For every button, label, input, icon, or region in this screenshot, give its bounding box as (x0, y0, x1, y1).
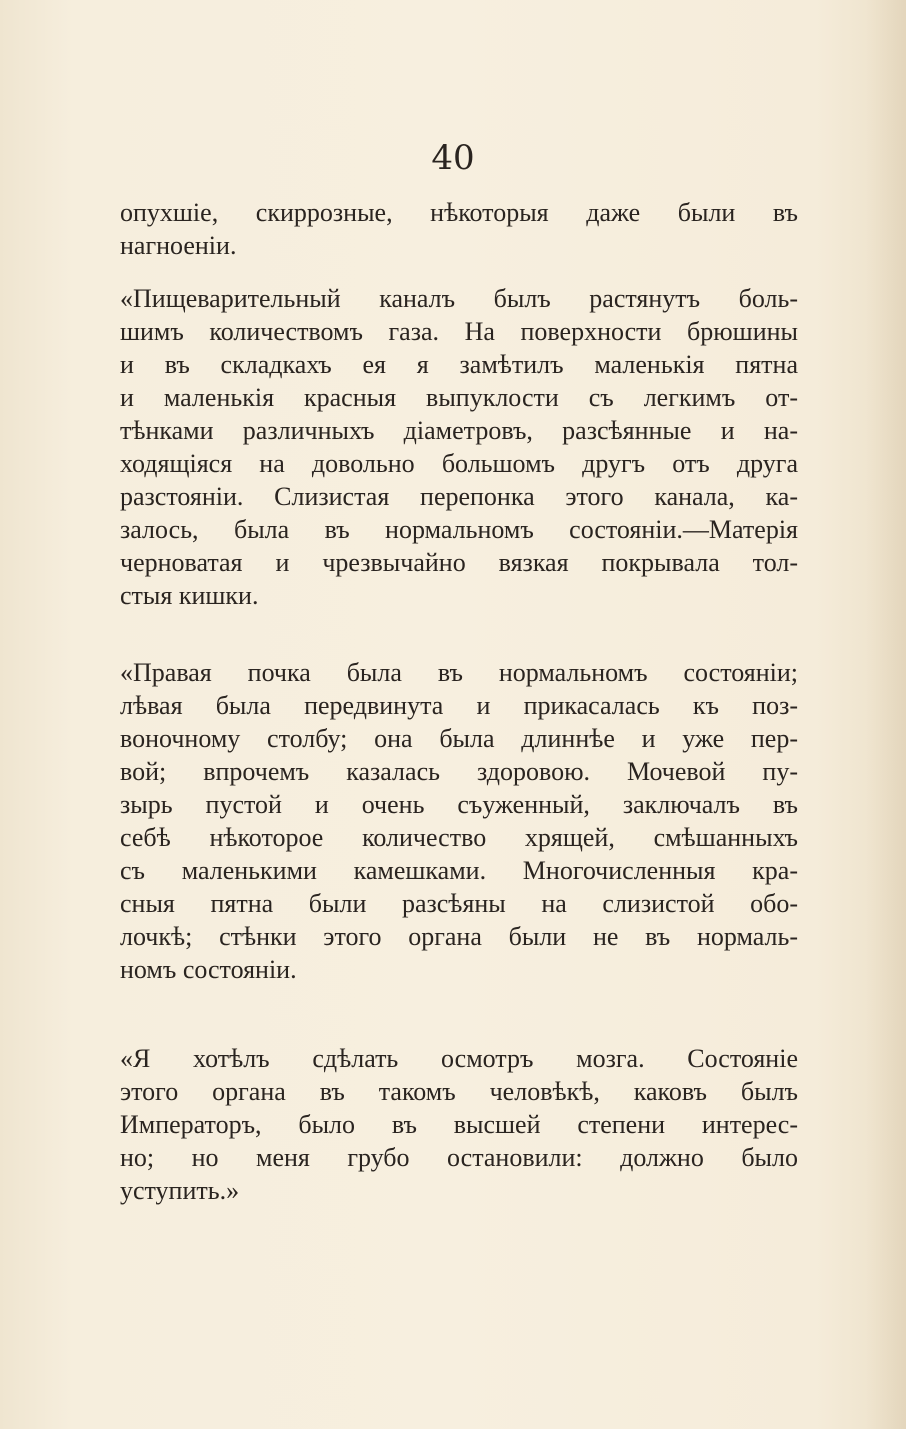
text-line: «Пищеварительный каналъ былъ растянутъ боль- (120, 284, 798, 313)
paragraph-3 (120, 656, 798, 986)
text-line: «Правая почка была въ нормальномъ состояніи; (120, 658, 798, 687)
text-line: уступить.» (120, 1176, 240, 1205)
text-line: Императоръ, было въ высшей степени интерес- (120, 1110, 798, 1139)
text-line: лочкѣ; стѣнки этого органа были не въ нормаль- (120, 922, 798, 951)
text-line: и въ складкахъ ея я замѣтилъ маленькія пятна (120, 350, 798, 379)
text-line: вой; впрочемъ казалась здоровою. Мочевой пу- (120, 757, 798, 786)
page-number: 40 (431, 138, 475, 178)
text-line: сныя пятна были разсѣяны на слизистой обо- (120, 889, 798, 918)
text-line: «Я хотѣлъ сдѣлать осмотръ мозга. Состояніе (120, 1044, 798, 1073)
text-line: этого органа въ такомъ человѣкѣ, каковъ былъ (120, 1077, 798, 1106)
text-line: ходящіяся на довольно большомъ другъ отъ друга (120, 449, 798, 478)
text-line: себѣ нѣкоторое количество хрящей, смѣшанныхъ (120, 823, 798, 852)
text-line: тѣнками различныхъ діаметровъ, разсѣянные и на- (120, 416, 798, 445)
text-line: залось, была въ нормальномъ состояніи.—Матерія (120, 515, 798, 544)
text-line: но; но меня грубо остановили: должно было (120, 1143, 798, 1172)
paragraph-2 (120, 282, 798, 612)
text-line: черноватая и чрезвычайно вязкая покрывала тол- (120, 548, 798, 577)
text-line: стыя кишки. (120, 581, 259, 610)
text-line: и маленькія красныя выпуклости съ легкимъ от- (120, 383, 798, 412)
text-line: разстояніи. Слизистая перепонка этого канала, ка- (120, 482, 798, 511)
text-line: шимъ количествомъ газа. На поверхности брюшины (120, 317, 798, 346)
paragraph-1 (120, 196, 798, 262)
text-line: съ маленькими камешками. Многочисленныя кра- (120, 856, 798, 885)
text-line: номъ состояніи. (120, 955, 297, 984)
text-line: лѣвая была передвинута и прикасалась къ поз- (120, 691, 798, 720)
text-line: опухшіе, скиррозные, нѣкоторыя даже были въ (120, 198, 798, 227)
paragraph-4 (120, 1042, 798, 1207)
text-line: нагноеніи. (120, 231, 237, 260)
text-line: воночному столбу; она была длиннѣе и уже пер- (120, 724, 798, 753)
text-line: зырь пустой и очень съуженный, заключалъ въ (120, 790, 798, 819)
